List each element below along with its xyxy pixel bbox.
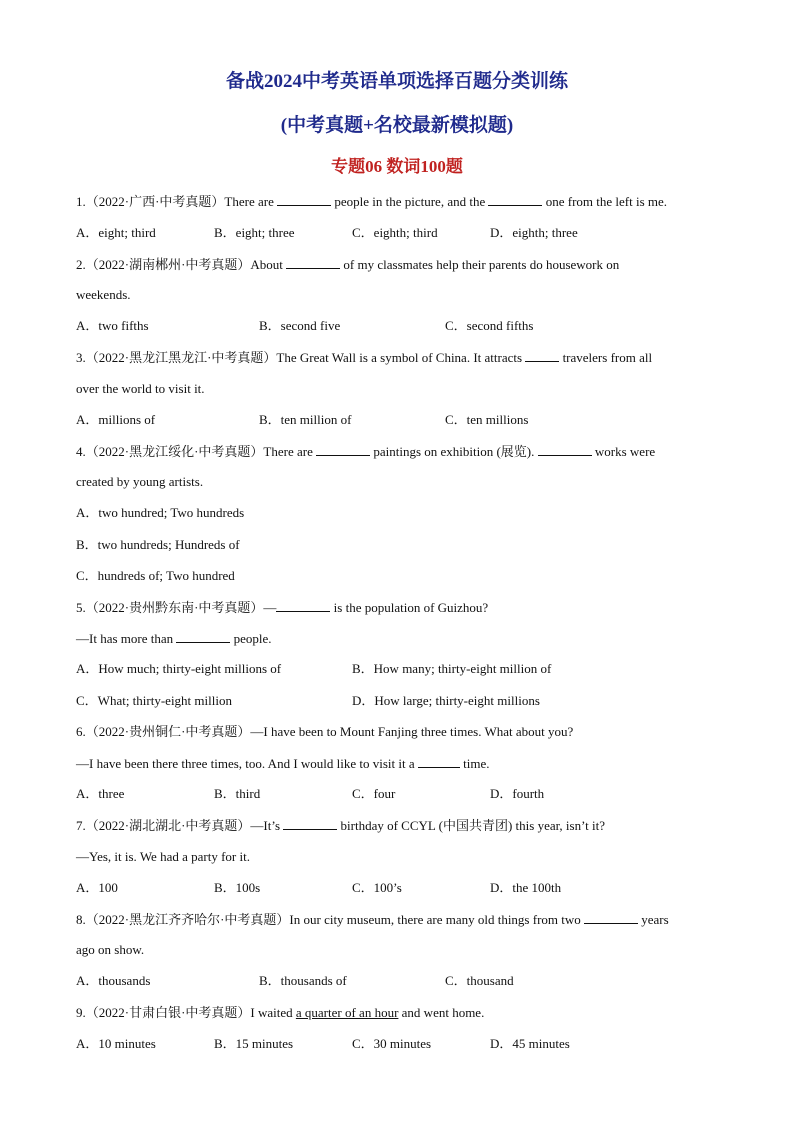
question-3 — [76, 349, 652, 366]
option-b: B．eight; three — [214, 225, 295, 240]
option-b: B．two hundreds; Hundreds of — [76, 537, 240, 552]
option-a: A．two fifths — [76, 318, 149, 333]
question-text: —I have been there three times, too. And I would like to visit it a — [76, 756, 418, 771]
question-5-cont — [76, 630, 272, 647]
answer-blank — [277, 193, 331, 206]
option-c: C．thousand — [445, 973, 514, 988]
section-title: 专题06 数词100题 — [331, 157, 463, 176]
question-text: is the population of Guizhou? — [330, 600, 489, 615]
question-8-cont: ago on show. — [76, 942, 145, 957]
answer-blank — [286, 256, 340, 269]
question-4 — [76, 443, 655, 460]
question-3-cont: over the world to visit it. — [76, 381, 205, 396]
answer-blank — [283, 817, 337, 830]
question-text: 4.（2022·黑龙江绥化·中考真题）There are — [76, 444, 317, 459]
question-text: works were — [591, 444, 656, 459]
question-text: and went home. — [398, 1005, 485, 1020]
answer-blank — [276, 599, 330, 612]
option-d: D．eighth; three — [490, 225, 578, 240]
answer-blank — [316, 443, 370, 456]
option-d: D．the 100th — [490, 880, 562, 895]
option-a: A．thousands — [76, 973, 151, 988]
option-d: D．45 minutes — [490, 1036, 570, 1051]
option-c: C．eighth; third — [352, 225, 438, 240]
answer-blank — [488, 193, 542, 206]
question-text: 7.（2022·湖北湖北·中考真题）—It’s — [76, 818, 284, 833]
option-d: D．How large; thirty-eight millions — [352, 693, 540, 708]
answer-blank — [418, 755, 460, 768]
option-a: A．eight; third — [76, 225, 156, 240]
question-6-cont — [76, 755, 490, 772]
question-text: people in the picture, and the — [331, 194, 489, 209]
document-subtitle: (中考真题+名校最新模拟题) — [280, 115, 514, 136]
answer-blank — [176, 630, 230, 643]
question-7-cont: —Yes, it is. We had a party for it. — [76, 849, 250, 864]
question-text: 5.（2022·贵州黔东南·中考真题）— — [76, 600, 277, 615]
question-9 — [76, 1005, 484, 1021]
option-a: A．10 minutes — [76, 1036, 156, 1051]
option-b: B．15 minutes — [214, 1036, 294, 1051]
question-text: years — [638, 912, 669, 927]
option-c: C．second fifths — [445, 318, 534, 333]
question-2-cont: weekends. — [76, 287, 131, 302]
option-b: B．ten million of — [259, 412, 352, 427]
question-text: 8.（2022·黑龙江齐齐哈尔·中考真题）In our city museum, there are many old things from two — [76, 912, 585, 927]
option-a: A．two hundred; Two hundreds — [76, 505, 245, 520]
option-b: B．thousands of — [259, 973, 347, 988]
underlined-phrase: a quarter of an hour — [295, 1005, 399, 1020]
question-text: time. — [459, 756, 490, 771]
option-a: A．100 — [76, 880, 118, 895]
option-c: C．four — [352, 786, 396, 801]
option-a: A．millions of — [76, 412, 156, 427]
question-8 — [76, 911, 669, 928]
question-2 — [76, 256, 619, 273]
option-b: B．100s — [214, 880, 261, 895]
question-text: 2.（2022·湖南郴州·中考真题）About — [76, 257, 287, 272]
question-4-cont: created by young artists. — [76, 474, 204, 489]
option-b: B．third — [214, 786, 261, 801]
question-text: of my classmates help their parents do housework on — [340, 257, 620, 272]
question-text: 9.（2022·甘肃白银·中考真题）I waited — [76, 1005, 296, 1020]
question-6: 6.（2022·贵州铜仁·中考真题）—I have been to Mount Fanjing three times. What about you? — [76, 724, 574, 739]
question-7 — [76, 817, 605, 834]
question-text: people. — [230, 631, 272, 646]
option-b: B．How many; thirty-eight million of — [352, 661, 552, 676]
question-text: birthday of CCYL (中国共青团) this year, isn’t it? — [337, 818, 606, 833]
question-text: paintings on exhibition (展览). — [370, 444, 538, 459]
question-text: 3.（2022·黑龙江黑龙江·中考真题）The Great Wall is a symbol of China. It attracts — [76, 350, 526, 365]
document-title: 备战2024中考英语单项选择百题分类训练 — [225, 71, 568, 92]
option-c: C．30 minutes — [352, 1036, 432, 1051]
option-a: A．How much; thirty-eight millions of — [76, 661, 282, 676]
option-c: C．ten millions — [445, 412, 529, 427]
option-c: C．hundreds of; Two hundred — [76, 568, 235, 583]
question-5 — [76, 599, 488, 616]
option-b: B．second five — [259, 318, 341, 333]
option-c: C．What; thirty-eight million — [76, 693, 232, 708]
option-c: C．100’s — [352, 880, 402, 895]
option-d: D．fourth — [490, 786, 545, 801]
question-text: 1.（2022·广西·中考真题）There are — [76, 194, 278, 209]
question-text: one from the left is me. — [542, 194, 668, 209]
answer-blank — [525, 349, 559, 362]
answer-blank — [584, 911, 638, 924]
answer-blank — [538, 443, 592, 456]
question-1 — [76, 193, 667, 210]
question-text: travelers from all — [559, 350, 653, 365]
question-text: —It has more than — [76, 631, 177, 646]
option-a: A．three — [76, 786, 125, 801]
